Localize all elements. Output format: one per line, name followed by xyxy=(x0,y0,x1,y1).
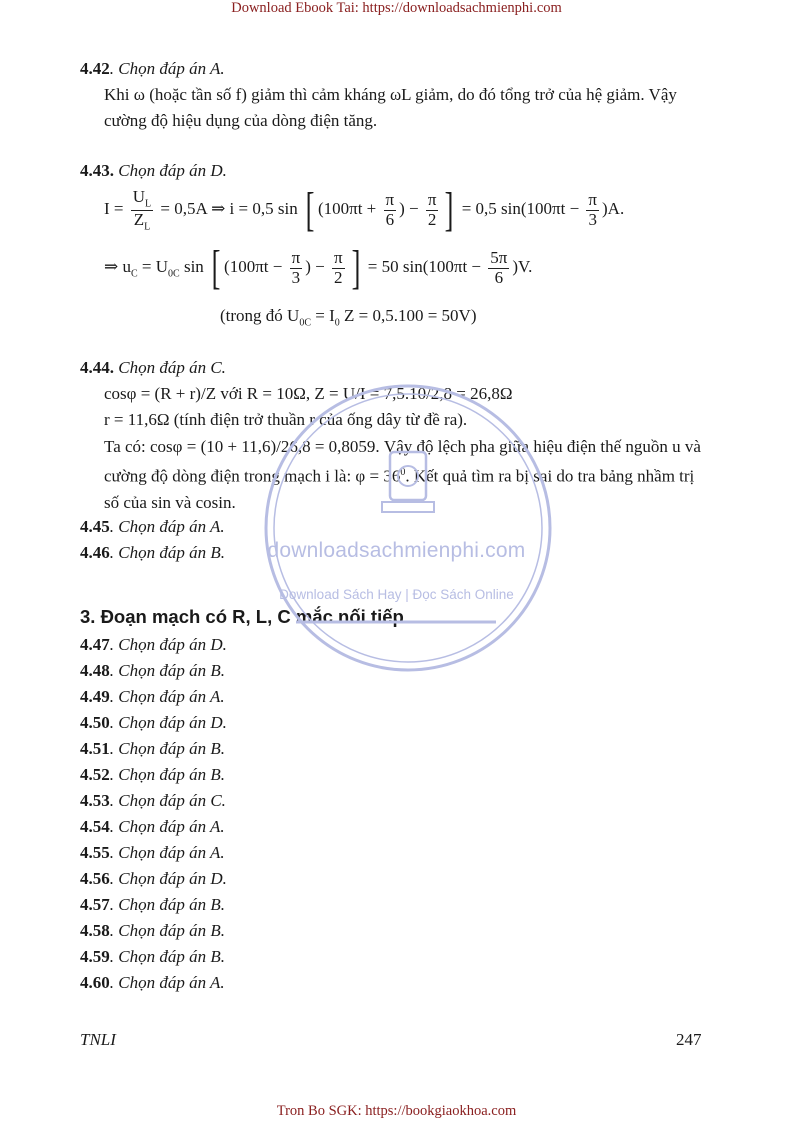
fraction-pi-6 xyxy=(384,191,397,229)
fraction-5pi-6 xyxy=(488,249,509,287)
explanation-line: cosφ = (R + r)/Z với R = 10Ω, Z = U/I = 7,5.10/2,8 = 26,8Ω xyxy=(104,384,513,403)
answer-text: . Chọn đáp án C. xyxy=(109,791,226,810)
question-number: 4.48 xyxy=(80,661,110,680)
eq-text: (trong đó U xyxy=(220,306,300,325)
answer-text: . Chọn đáp án A. xyxy=(109,973,225,992)
footer-sgk-link[interactable]: Tron Bo SGK: https://bookgiaokhoa.com xyxy=(276,1103,517,1119)
watermark-tagline: Download Sách Hay | Đọc Sách Online xyxy=(279,587,514,602)
eq-text: I = xyxy=(104,198,124,218)
left-bracket: [ xyxy=(305,183,315,236)
eq-text: )V. xyxy=(512,256,533,276)
fraction-pi-3 xyxy=(290,249,303,287)
degree-sup: 0 xyxy=(400,467,406,478)
eq-text: Z = 0,5.100 = 50V) xyxy=(339,306,477,325)
question-number: 4.45 xyxy=(80,517,110,536)
fraction-pi-2 xyxy=(426,191,439,229)
question-number: 4.42 xyxy=(80,59,110,78)
explanation-4-42: Khi ω (hoặc tần số f) giảm thì cảm kháng ωL giảm, do đó tổng trở của hệ giảm. Vậy cường độ hiệu dụng của dòng điện tăng. xyxy=(104,85,677,130)
explanation-text: . Kết quả tìm ra bị sai do tra bảng nhầm trị số của sin và cosin. xyxy=(104,466,695,512)
right-bracket: ] xyxy=(445,183,454,236)
frac-den: 6 xyxy=(385,209,395,229)
list-item xyxy=(80,922,225,939)
answer-text: . Chọn đáp án B. xyxy=(109,895,225,914)
frac-den: 2 xyxy=(334,267,343,287)
eq-sub: 0C xyxy=(299,317,311,329)
explanation-text: Ta có: cosφ = (10 + 11,6)/26,8 = 0,8059. Vậy độ lệch pha giữa hiệu điện thế nguồn u và cường độ dòng điện trong mạch i là: φ = 36 xyxy=(104,437,701,486)
question-number: 4.47 xyxy=(80,635,110,654)
answer-text: . Chọn đáp án B. xyxy=(109,765,225,784)
list-item xyxy=(80,740,225,757)
frac-num: π xyxy=(385,189,395,209)
list-item xyxy=(80,844,225,861)
question-number: 4.51 xyxy=(80,739,110,758)
fraction-ul-zl xyxy=(131,188,153,232)
frac-den: 6 xyxy=(494,267,504,287)
list-item xyxy=(80,870,227,887)
answer-text: . Chọn đáp án A. xyxy=(109,817,225,836)
answer-text: . Chọn đáp án B. xyxy=(109,739,225,758)
answer-4-45 xyxy=(80,518,225,535)
answer-4-42 xyxy=(80,60,225,77)
question-number: 4.50 xyxy=(80,713,110,732)
answer-text: . Chọn đáp án A. xyxy=(109,517,225,536)
frac-num: π xyxy=(427,189,437,209)
question-number: 4.52 xyxy=(80,765,110,784)
answer-4-43 xyxy=(80,162,227,179)
eq-sub: C xyxy=(131,268,138,280)
answer-text: . Chọn đáp án B. xyxy=(109,543,225,562)
eq-text: = 50 sin(100πt − xyxy=(367,256,482,276)
question-number: 4.49 xyxy=(80,687,110,706)
frac-den-sub: L xyxy=(144,220,151,232)
frac-num: π xyxy=(333,247,343,267)
section-title: 3. Đoạn mạch có R, L, C mắc nối tiếp xyxy=(80,606,404,627)
frac-den: Z xyxy=(133,209,145,229)
eq-text: ) − xyxy=(305,256,325,276)
frac-den: 3 xyxy=(291,267,301,287)
eq-text: ⇒ u xyxy=(104,256,131,276)
list-item xyxy=(80,818,225,835)
eq-text: sin xyxy=(179,256,204,276)
eq-text: = 0,5A ⇒ i = 0,5 sin xyxy=(160,198,298,218)
question-number: 4.56 xyxy=(80,869,110,888)
eq-text: = 0,5 sin(100πt − xyxy=(461,198,580,218)
frac-den: 2 xyxy=(427,209,437,229)
question-number: 4.55 xyxy=(80,843,110,862)
fraction-pi-2 xyxy=(332,249,345,287)
list-item xyxy=(80,896,225,913)
equation-current xyxy=(104,183,625,236)
question-number: 4.53 xyxy=(80,791,110,810)
answer-text: . Chọn đáp án D. xyxy=(109,713,227,732)
watermark-site: downloadsachmienphi.com xyxy=(267,539,526,562)
frac-num: π xyxy=(588,189,598,209)
answer-4-44 xyxy=(80,359,226,376)
header-download-link[interactable]: Download Ebook Tai: https://downloadsachmienphi.com xyxy=(231,0,562,16)
question-number: 4.44. xyxy=(80,358,114,377)
question-number: 4.43. xyxy=(80,161,114,180)
question-number: 4.58 xyxy=(80,921,110,940)
answer-text: . Chọn đáp án D. xyxy=(109,869,227,888)
question-number: 4.60 xyxy=(80,973,110,992)
eq-text: = I xyxy=(311,306,335,325)
answer-text: . Chọn đáp án B. xyxy=(109,661,225,680)
eq-text: )A. xyxy=(602,198,625,218)
list-item xyxy=(80,636,227,653)
frac-num: π xyxy=(291,247,301,267)
list-item xyxy=(80,948,225,965)
question-number: 4.57 xyxy=(80,895,110,914)
answer-text: Chọn đáp án D. xyxy=(114,161,227,180)
footer-book-code: TNLI xyxy=(80,1030,116,1049)
frac-num: U xyxy=(132,187,146,207)
equation-note xyxy=(220,306,477,328)
explanation-paragraph xyxy=(104,434,710,516)
eq-text: ) − xyxy=(399,198,419,218)
eq-text: (100πt − xyxy=(224,256,283,276)
eq-sub: 0 xyxy=(334,317,340,329)
question-number: 4.54 xyxy=(80,817,110,836)
eq-text: = U xyxy=(137,256,169,276)
frac-num-sub: L xyxy=(145,198,152,210)
answer-text: . Chọn đáp án B. xyxy=(109,921,225,940)
list-item xyxy=(80,974,225,991)
answer-text: . Chọn đáp án B. xyxy=(109,947,225,966)
list-item xyxy=(80,792,226,809)
answer-text: . Chọn đáp án D. xyxy=(109,635,227,654)
frac-den: 3 xyxy=(588,209,597,229)
answer-text: . Chọn đáp án A. xyxy=(109,843,225,862)
eq-sub: 0C xyxy=(168,268,180,280)
left-bracket: [ xyxy=(211,241,221,294)
eq-text: (100πt + xyxy=(317,198,377,218)
list-item xyxy=(80,766,225,783)
question-number: 4.59 xyxy=(80,947,110,966)
answer-text: . Chọn đáp án A. xyxy=(109,59,225,78)
list-item xyxy=(80,662,225,679)
list-item xyxy=(80,714,227,731)
question-number: 4.46 xyxy=(80,543,110,562)
answer-text: . Chọn đáp án A. xyxy=(109,687,225,706)
answer-text: Chọn đáp án C. xyxy=(114,358,226,377)
right-bracket: ] xyxy=(351,241,360,294)
frac-num: 5π xyxy=(490,247,508,267)
explanation-line: r = 11,6Ω (tính điện trở thuần r của ống dây từ đề ra). xyxy=(104,410,468,429)
fraction-pi-3 xyxy=(586,191,599,229)
equation-voltage xyxy=(104,241,533,294)
page-number: 247 xyxy=(676,1030,702,1049)
list-item xyxy=(80,688,225,705)
